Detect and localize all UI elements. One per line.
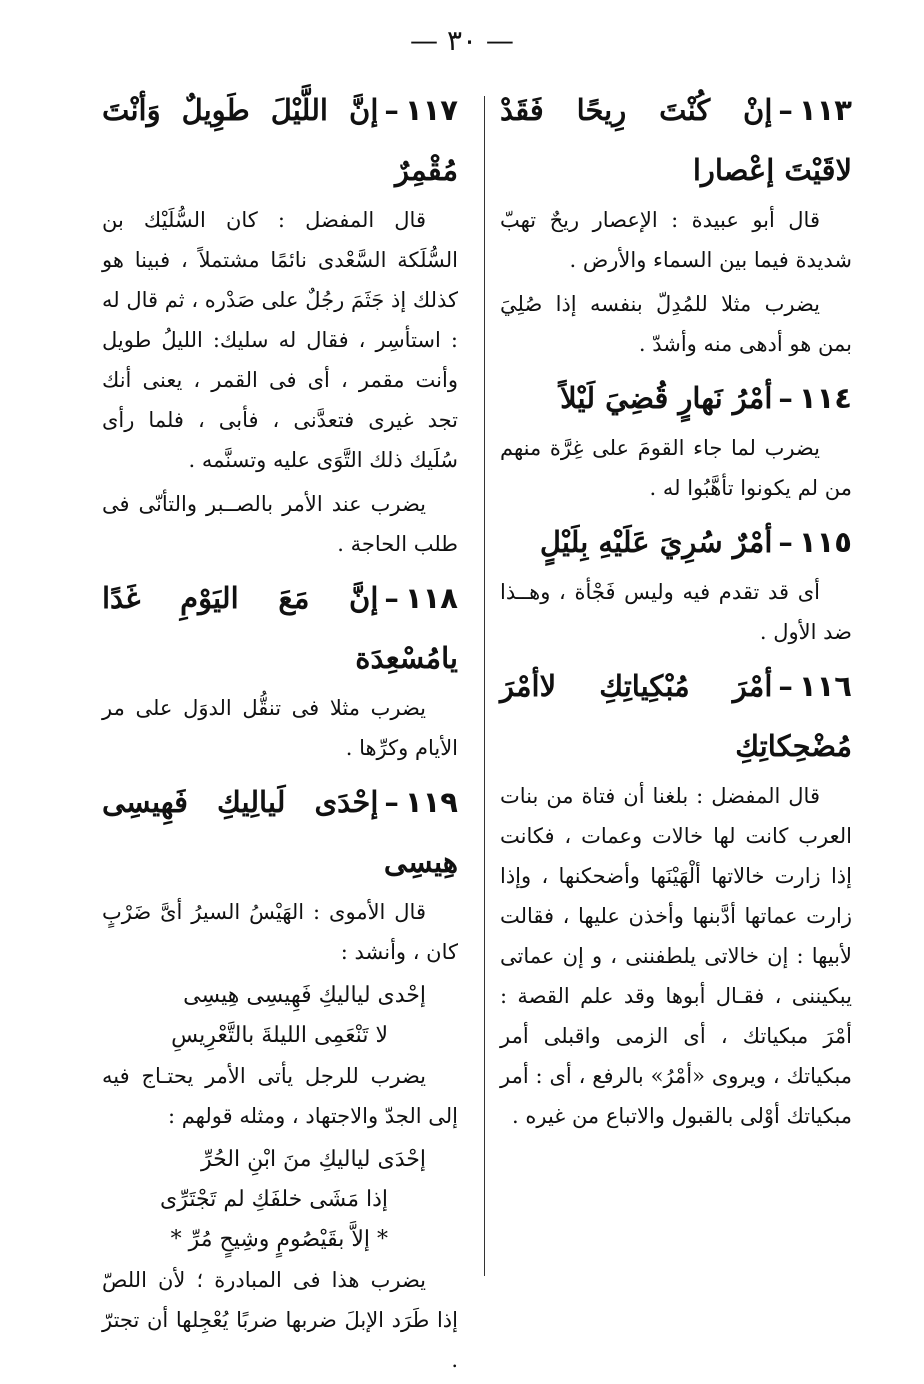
entry-115 <box>500 512 852 652</box>
verse-line: * إلاَّ بقَيْصُومٍ وشِيحٍ مُرِّ * <box>170 1227 388 1252</box>
entry-title: إنَّ اللَّيْلَ طَوِيلٌ وَأنْتَ مُقْمِرٌ <box>102 93 458 187</box>
entry-number: ١١٨ <box>404 581 458 615</box>
verse-line: إحْدَى لياليكِ منَ ابْنِ الحُرِّ <box>200 1147 426 1172</box>
entry-title: أمْرٌ سُرِيَ عَلَيْهِ بِلَيْلٍ <box>539 525 773 559</box>
entry-number: ١١٤ <box>798 381 852 415</box>
left-column <box>102 80 458 1384</box>
entry-117 <box>102 80 458 564</box>
entry-paragraph: يضرب عند الأمر بالصــبر والتأنّى فى طلب الحاجة . <box>102 492 458 556</box>
entry-title: إحْدَى لَيالِيكِ فَهِيسِى هِيسِى <box>102 785 458 879</box>
entry-113 <box>500 80 852 364</box>
entry-paragraph: يضرب مثلا فى تنقُّل الدوَل على مر الأيام وكرِّها . <box>102 696 458 760</box>
entry-paragraph: قال أبو عبيدة : الإعصار ريحٌ تهبّ شديدة فيما بين السماء والأرض . <box>500 208 852 272</box>
entry-number: ١١٥ <box>798 525 852 559</box>
entry-119 <box>102 772 458 1380</box>
entry-heading: ١١٧–إنَّ اللَّيْلَ طَوِيلٌ وَأنْتَ مُقْمِرٌ <box>102 93 458 187</box>
entry-heading: ١١٥–أمْرٌ سُرِيَ عَلَيْهِ بِلَيْلٍ <box>539 525 852 559</box>
entry-paragraph: قال المفضل : بلغنا أن فتاة من بنات العرب كانت لها خالات وعمات ، فكانت إذا زارت خالاتها ألْهَيْنَها وأضحكنها ، وإذا زارت عماتها أدَّبنها وأخذن عليها ، فقالت لأبيها : إن خالاتى يلطفننى ، و إن عماتى يبكيننى ، فقـال أبوها وقد علم القصة : أمْرَ مبكياتك ، أى الزمى واقبلى أمر مبكياتك ، ويروى «أمْرُ» بالرفع ، أى : أمر مبكياتك أوْلى بالقبول والاتباع من غيره . <box>500 784 852 1128</box>
entry-118 <box>102 568 458 768</box>
page-number: — ٣٠ — <box>410 24 514 57</box>
entry-114 <box>500 368 852 508</box>
entry-heading: ١١٤–أمْرُ نَهارٍ قُضِيَ لَيْلاً <box>560 381 852 415</box>
entry-116 <box>500 656 852 1136</box>
verse-line: لا تَنْعَمِى الليلةَ بالتَّعْرِيسِ <box>171 1023 388 1048</box>
entry-paragraph: قال المفضل : كان السُّلَيْك بن السُّلَكة السَّعْدى نائمًا مشتملاً ، فبينا هو كذلك إذ جَثَمَ رجُلٌ على صَدْره ، ثم قال له : استأسِر ، فقال له سليك: الليلُ طويل وأنت مقمر ، أى فى القمر ، يعنى أنك تجد غيرى فتعدَّنى ، فأبى ، فلما رأى سُلَيك ذلك التَّوَى عليه وتسنَّمه . <box>102 208 458 472</box>
entry-paragraph: يضرب هذا فى المبادرة ؛ لأن اللصّ إذا طَرَد الإبلَ ضربها ضربًا يُعْجِلها أن تجترّ . <box>102 1268 458 1372</box>
entry-number: ١١٧ <box>404 93 458 127</box>
entry-paragraph: قال الأموى : الهَيْسُ السيرُ أىَّ ضَرْبٍ كان ، وأنشد : <box>102 900 458 964</box>
column-divider <box>484 96 485 1276</box>
entry-number: ١١٦ <box>798 669 852 703</box>
entry-number: ١١٣ <box>798 93 852 127</box>
verse-line: إذا مَشَى خلفَكِ لم تَجْتَرِّى <box>160 1187 388 1212</box>
entry-paragraph: يضرب للرجل يأتى الأمر يحتـاج فيه إلى الجدّ والاجتهاد ، ومثله قولهم : <box>102 1064 458 1128</box>
entry-paragraph: يضرب مثلا للمُدِلّ بنفسه إذا صُلِيَ بمن هو أدهى منه وأشدّ . <box>500 292 852 356</box>
entry-title: أمْرَ مُبْكِياتِكِ لاأمْرَ مُضْحِكاتِكِ <box>500 669 852 763</box>
entry-title: إنْ كُنْتَ رِيحًا فَقَدْ لاقَيْتَ إعْصارا <box>500 93 852 187</box>
entry-title: أمْرُ نَهارٍ قُضِيَ لَيْلاً <box>560 381 773 415</box>
entry-heading: ١١٣–إنْ كُنْتَ رِيحًا فَقَدْ لاقَيْتَ إعْصارا <box>500 93 852 187</box>
entry-heading: ١١٦–أمْرَ مُبْكِياتِكِ لاأمْرَ مُضْحِكاتِكِ <box>500 669 852 763</box>
verse-line: إحْدى لياليكِ فَهِيسِى هِيسِى <box>183 983 426 1008</box>
entry-paragraph: يضرب لما جاء القومَ على غِرَّة منهم من لم يكونوا تأهَّبُوا له . <box>500 436 852 500</box>
entry-heading: ١١٨–إنَّ مَعَ اليَوْمِ غَدًا يامُسْعِدَة <box>102 581 458 675</box>
entry-heading: ١١٩–إحْدَى لَيالِيكِ فَهِيسِى هِيسِى <box>102 785 458 879</box>
right-column <box>500 80 852 1140</box>
entry-paragraph: أى قد تقدم فيه وليس فَجْأة ، وهــذا ضد الأول . <box>500 580 852 644</box>
entry-title: إنَّ مَعَ اليَوْمِ غَدًا يامُسْعِدَة <box>102 581 458 675</box>
entry-number: ١١٩ <box>404 785 458 819</box>
